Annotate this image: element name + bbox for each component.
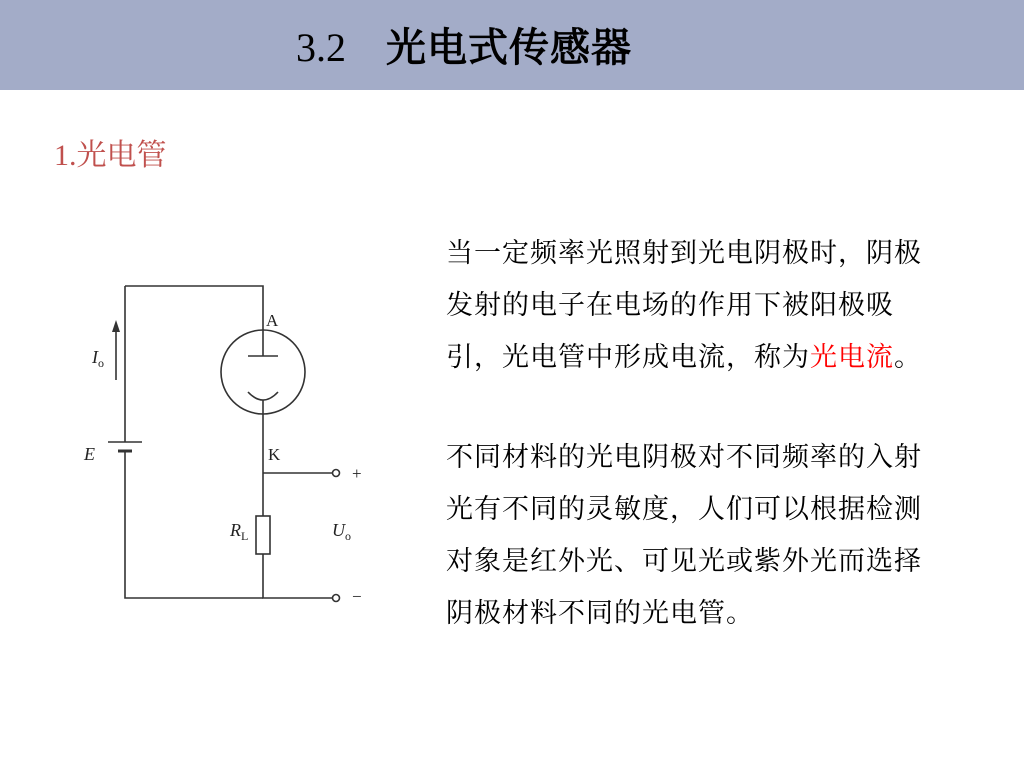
cathode-label: K bbox=[268, 445, 281, 464]
paragraph1-text: 当一定频率光照射到光电阴极时，阴极发射的电子在电场的作用下被阳极吸引，光电管中形成电流，称为 bbox=[446, 238, 922, 373]
section-heading-number: 1. bbox=[54, 139, 77, 172]
load-resistor bbox=[256, 516, 270, 554]
anode-label: A bbox=[266, 311, 279, 330]
slide-title-number: 3.2 bbox=[296, 25, 346, 70]
paragraph1-end: 。 bbox=[894, 342, 922, 373]
emf-label: E bbox=[84, 444, 95, 464]
output-voltage-label: $U_o$ bbox=[332, 520, 351, 543]
wire-left-lower bbox=[125, 451, 263, 598]
wire-resistor-bottom bbox=[263, 554, 332, 598]
paragraph2-text: 不同材料的光电阴极对不同频率的入射光有不同的灵敏度，人们可以根据检测对象是红外光、可见光或紫外光而选择阴极材料不同的光电管。 bbox=[446, 442, 922, 629]
section-heading-text: 光电管 bbox=[76, 138, 167, 173]
paragraph-photocurrent bbox=[446, 228, 946, 384]
minus-sign: − bbox=[352, 587, 362, 606]
paragraph-cathode-materials bbox=[446, 432, 936, 640]
phototube-circuit-diagram bbox=[70, 268, 380, 613]
current-arrow-head bbox=[112, 320, 120, 332]
title-bar bbox=[0, 0, 1024, 90]
terminal-plus bbox=[333, 470, 340, 477]
cathode-arc bbox=[248, 392, 278, 400]
plus-sign: + bbox=[352, 464, 362, 483]
slide-title-text: 光电式传感器 bbox=[386, 25, 632, 71]
terminal-minus bbox=[333, 595, 340, 602]
resistor-label: $R_L$ bbox=[230, 520, 249, 543]
slide-title bbox=[296, 20, 632, 76]
section-heading bbox=[54, 136, 167, 176]
current-label: $I_o$ bbox=[92, 347, 104, 370]
wire-top bbox=[125, 286, 263, 340]
photocurrent-highlight: 光电流 bbox=[810, 342, 894, 373]
